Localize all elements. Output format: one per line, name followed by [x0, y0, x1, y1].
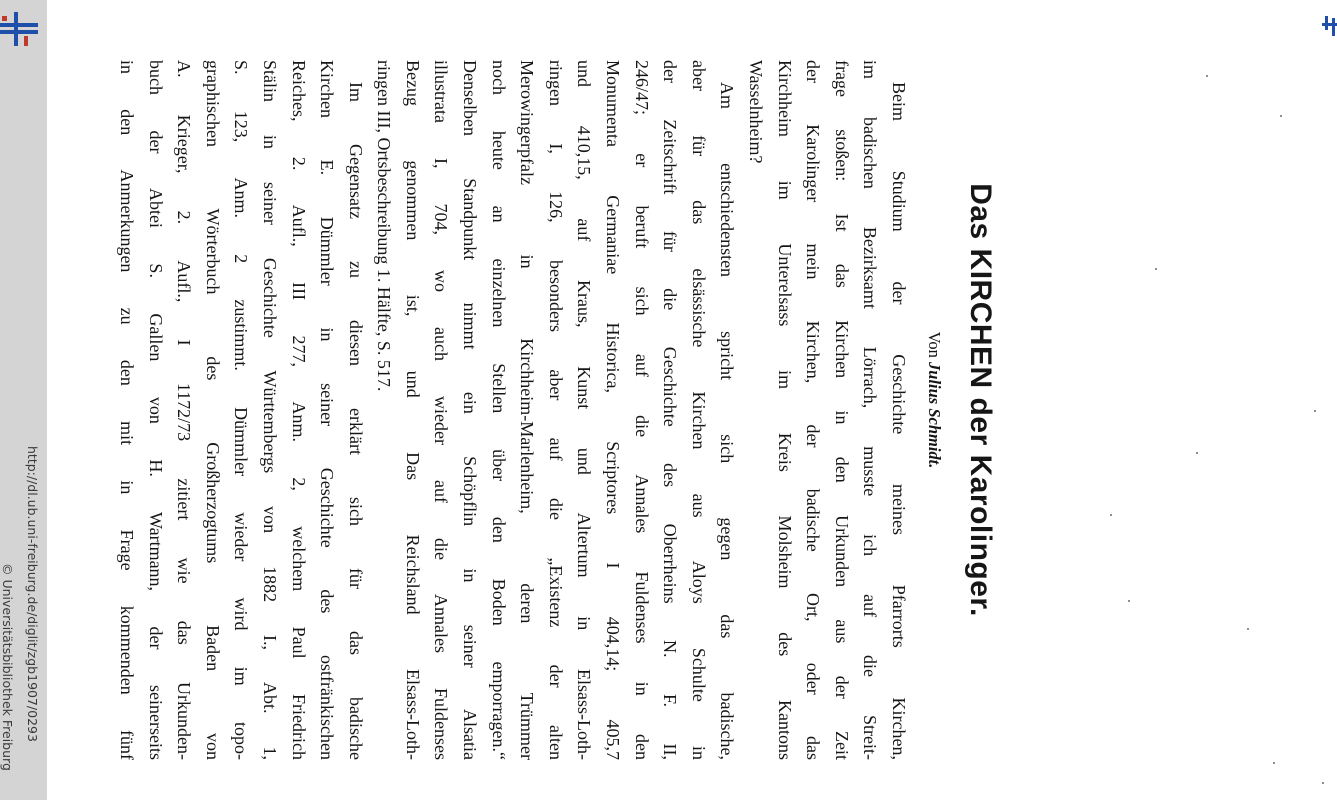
text-line: Denselben Standpunkt nimmt ein Schöpflin in seiner Alsatia [460, 60, 481, 760]
watermark [0, 0, 47, 800]
scan-speck [1128, 600, 1130, 602]
scan-speck [1322, 782, 1324, 784]
text-line: noch heute an einzelnen Stellen über den Boden emporragen.“ [488, 60, 509, 760]
scan-speck [1247, 628, 1249, 630]
text-line: Am entschiedensten spricht sich gegen das badische, [717, 82, 738, 760]
text-line: Wasselnheim? [746, 60, 767, 164]
text-line: Im Gegensatz zu diesen erklärt sich für das badische [345, 82, 366, 760]
scan-speck [1155, 268, 1157, 270]
scan-speck [1110, 514, 1112, 516]
text-line: im badischen Bezirksamt Lörrach, musste ich auf die Streit- [860, 60, 881, 760]
text-line: Stälin in seiner Geschichte Württembergs von 1882 I., Abt. 1, [259, 60, 280, 760]
text-line: graphischen Wörterbuch des Großherzogtums Baden von [202, 60, 223, 760]
scanned-page [90, 0, 1030, 800]
scan-speck [1196, 452, 1198, 454]
author-name: Julius Schmidt. [925, 362, 944, 469]
text-line: 246/47; er beruft sich auf die Annales Fuldenses in den [631, 60, 652, 760]
text-line: Merowingerpfalz in Kirchheim-Marlenheim, deren Trümmer [517, 60, 538, 760]
text-line: illustrata I, 704, wo auch wieder auf die Annales Fuldenses [431, 60, 452, 760]
text-line: A. Krieger, 2. Aufl., I 1172/73 zitiert wie das Urkunden- [174, 60, 195, 760]
text-line: Reiches, 2. Aufl., III 277, Anm. 2, welchem Paul Friedrich [288, 60, 309, 760]
text-line: ringen I, 126, besonders aber auf die „Existenz der alten [545, 60, 566, 760]
article-title: Das KIRCHEN der Karolinger. [964, 183, 997, 617]
byline-prefix: Von [925, 331, 944, 358]
scan-speck [1273, 762, 1275, 764]
scan-speck [1206, 75, 1208, 77]
text-line: Monumenta Germaniae Historica, Scriptores I 404,14; 405,7 [603, 60, 624, 760]
text-line: S. 123, Anm. 2 zustimmt. Dümmler wieder wird im topo- [231, 60, 252, 760]
side-strip [0, 0, 47, 800]
watermark-url: http://dl.ub.uni-freiburg.de/diglit/zgb1907/0293 [25, 446, 40, 742]
article-body [112, 60, 913, 760]
text-line: aber für das elsässische Kirchen aus Aloys Schulte in [688, 60, 709, 760]
watermark-copyright: © Universitätsbibliothek Freiburg [0, 563, 15, 771]
text-line: und 410,15, auf Kraus, Kunst und Altertum in Elsass-Loth- [574, 60, 595, 760]
text-line: Bezug genommen ist, und Das Reichsland Elsass-Loth- [402, 60, 423, 760]
scan-speck [1280, 115, 1282, 117]
text-line: frage stoßen: Ist das Kirchen in den Urkunden aus der Zeit [831, 60, 852, 760]
byline [924, 0, 944, 800]
scan-speck [1314, 410, 1316, 412]
page-edge-marker-icon [1322, 14, 1337, 38]
text-line: der Karolinger mein Kirchen, der badische Ort, oder das [803, 60, 824, 760]
text-line: ringen III, Ortsbeschreibung 1. Hälfte, S. 517. [374, 60, 395, 392]
text-line: der Zeitschrift für die Geschichte des Oberrheins N. F. II, [660, 60, 681, 760]
text-line: buch der Abtei S. Gallen von H. Wartmann, der seinerseits [145, 60, 166, 760]
text-line: Kirchheim im Unterelsass im Kreis Molsheim des Kantons [774, 60, 795, 760]
text-line: in den Anmerkungen zu den mit in Frage kommenden fünf [116, 60, 137, 760]
text-line: Beim Studium der Geschichte meines Pfarrorts Kirchen, [889, 82, 909, 760]
text-line: Kirchen E. Dümmler in seiner Geschichte des ostfränkischen [317, 60, 338, 760]
